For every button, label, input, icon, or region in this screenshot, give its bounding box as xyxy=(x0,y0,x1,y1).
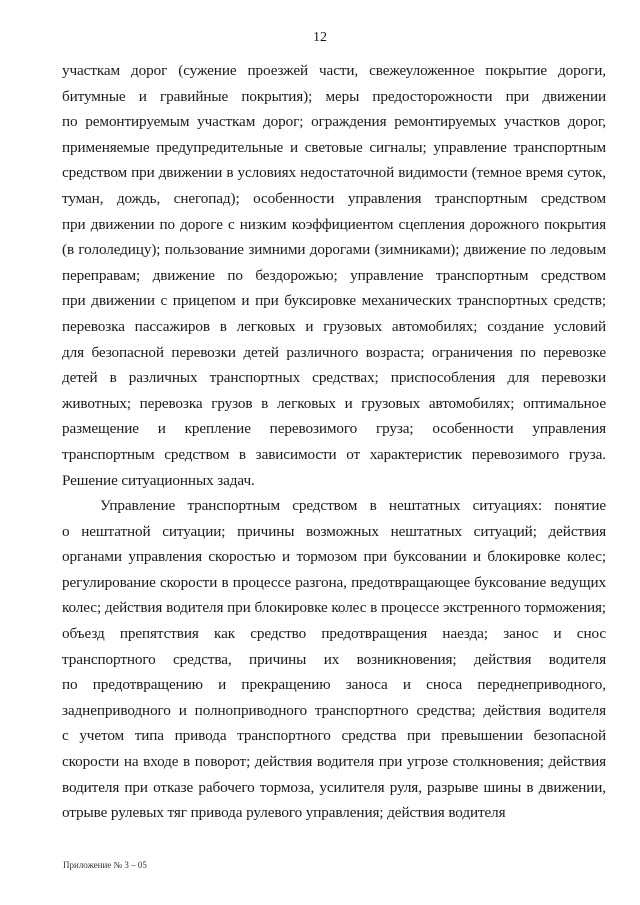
text-line: битумные и гравийные покрытия); меры предосторожности при движении xyxy=(62,87,606,105)
text-line: с учетом типа привода транспортного средства при превышении безопасной xyxy=(62,727,606,745)
text-line: органами управления скоростью и тормозом при буксовании и блокировке колес; xyxy=(62,548,606,566)
text-line: объезд препятствия как средство предотвращения наезда; занос и снос xyxy=(62,625,606,643)
body-text xyxy=(62,58,606,826)
text-line: переправам; движение по бездорожью; управление транспортным средством xyxy=(62,266,606,284)
text-line: скорости на входе в поворот; действия водителя при угрозе столкновения; действия xyxy=(62,753,606,771)
text-line: перевозка пассажиров в легковых и грузовых автомобилях; создание условий xyxy=(62,317,606,335)
text-line: по предотвращению и прекращению заноса и сноса переднеприводного, xyxy=(62,676,606,694)
text-line: (в гололедицу); пользование зимними дорогами (зимниками); движение по ледовым xyxy=(62,241,606,259)
text-line: по ремонтируемым участкам дорог; ограждения ремонтируемых участков дорог, xyxy=(62,113,606,131)
text-line: туман, дождь, снегопад); особенности управления транспортным средством xyxy=(62,189,606,207)
text-line: колес; действия водителя при блокировке колес в процессе экстренного торможения; xyxy=(62,599,606,617)
page-number: 12 xyxy=(313,30,327,45)
text-line: отрыве рулевых тяг привода рулевого управления; действия водителя xyxy=(62,804,506,822)
text-line: заднеприводного и полноприводного транспортного средства; действия водителя xyxy=(62,701,606,719)
text-line: Управление транспортным средством в нештатных ситуациях: понятие xyxy=(100,497,606,515)
text-line: размещение и крепление перевозимого груза; особенности управления xyxy=(62,420,606,438)
text-line: транспортного средства, причины их возникновения; действия водителя xyxy=(62,650,606,668)
paragraph xyxy=(62,493,606,826)
text-line: участкам дорог (сужение проезжей части, свежеуложенное покрытие дороги, xyxy=(62,62,606,79)
text-line: водителя при отказе рабочего тормоза, усилителя руля, разрыве шины в движении, xyxy=(62,778,606,796)
text-line: животных; перевозка грузов в легковых и грузовых автомобилях; оптимальное xyxy=(62,394,606,412)
text-line: средством при движении в условиях недостаточной видимости (темное время суток, xyxy=(62,164,606,182)
text-line: транспортным средством в зависимости от характеристик перевозимого груза. xyxy=(62,445,606,463)
text-line: при движении по дороге с низким коэффициентом сцепления дорожного покрытия xyxy=(62,215,606,233)
text-line: о нештатной ситуации; причины возможных нештатных ситуаций; действия xyxy=(62,522,606,540)
paragraph xyxy=(62,58,606,493)
text-line: применяемые предупредительные и световые сигналы; управление транспортным xyxy=(62,138,606,156)
text-line: Решение ситуационных задач. xyxy=(62,471,255,489)
text-line: детей в различных транспортных средствах; приспособления для перевозки xyxy=(62,369,606,387)
footer-note: Приложение № 3 – 05 xyxy=(63,860,147,870)
text-line: регулирование скорости в процессе разгона, предотвращающее буксование ведущих xyxy=(62,573,606,591)
text-line: при движении с прицепом и при буксировке механических транспортных средств; xyxy=(62,292,606,310)
text-line: для безопасной перевозки детей различного возраста; ограничения по перевозке xyxy=(62,343,606,361)
